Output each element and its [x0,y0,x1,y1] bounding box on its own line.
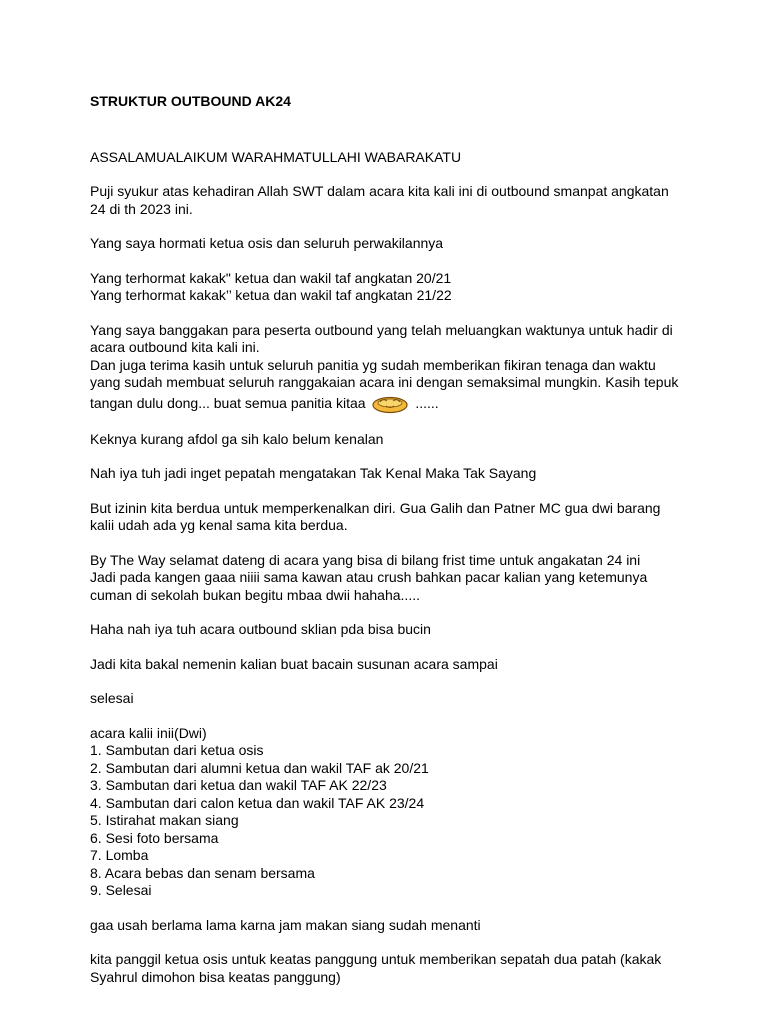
hormati-paragraph: Yang saya hormati ketua osis dan seluruh perwakilannya [90,235,444,251]
greeting-paragraph: ASSALAMUALAIKUM WARAHMATULLAHI WABARAKATU [90,148,462,165]
terhormat-paragraph [90,270,680,305]
agenda-item: 1. Sambutan dari ketua osis [90,742,264,758]
bucin-paragraph: Haha nah iya tuh acara outbound sklian pda bisa bucin [90,621,431,637]
clapping-hands-emoji-icon [371,394,409,414]
panggil-paragraph: kita panggil ketua osis untuk keatas panggung untuk memberikan sepatah dua patah (kakak Syahrul dimohon bisa keatas panggung) [90,951,662,985]
agenda-item: 6. Sesi foto bersama [90,829,219,846]
makan-siang-paragraph: gaa usah berlama lama karna jam makan siang sudah menanti [90,916,481,933]
document-body [90,93,680,1003]
agenda-item: 9. Selesai [90,882,152,898]
document-title: STRUKTUR OUTBOUND AK24 [90,93,291,109]
agenda-item: 7. Lomba [90,847,149,863]
terhormat-line-1: Yang terhormat kakak" ketua dan wakil taf angkatan 20/21 [90,269,452,286]
agenda-heading: acara kalii inii(Dwi) [90,724,207,741]
syukur-paragraph: Puji syukur atas kehadiran Allah SWT dalam acara kita kali ini di outbound smanpat angkatan 24 di th 2023 ini. [90,183,669,217]
tepuk-tangan-ellipsis: ...... [415,394,439,411]
selesai-paragraph: selesai [90,690,134,706]
kenalan-paragraph: Keknya kurang afdol ga sih kalo belum kenalan [90,430,384,447]
nemenin-paragraph: Jadi kita bakal nemenin kalian buat bacain susunan acara sampai [90,655,498,672]
terima-kasih-text: Dan juga terima kasih untuk seluruh panitia yg sudah memberikan fikiran tenaga dan waktu yang sudah membuat seluruh ranggakaian acara ini dengan semaksimal mungkin. Kasih tepuk [90,356,679,390]
btw-paragraph [90,552,680,605]
terhormat-line-2: Yang terhormat kakak’’ ketua dan wakil taf angkatan 21/22 [90,287,452,303]
agenda-item: 8. Acara bebas dan senam bersama [90,864,315,881]
btw-line-1: By The Way selamat dateng di acara yang bisa di bilang frist time untuk angakatan 24 ini [90,551,641,568]
btw-line-2: Jadi pada kangen gaaa niiii sama kawan atau crush bahkan pacar kalian yang ketemunya cuman di sekolah bukan begitu mbaa dwii hahaha..... [90,569,648,603]
banggakan-paragraph [90,322,680,414]
agenda-list [90,742,680,900]
tepuk-tangan-text: tangan dulu dong... buat semua panitia kitaa [90,394,366,411]
agenda-item: 5. Istirahat makan siang [90,812,239,828]
agenda-item: 3. Sambutan dari ketua dan wakil TAF AK 22/23 [90,777,387,793]
agenda-item: 4. Sambutan dari calon ketua dan wakil TAF AK 23/24 [90,794,425,811]
izinin-paragraph: But izinin kita berdua untuk memperkenalkan diri. Gua Galih dan Patner MC gua dwi barang kalii udah ada yg kenal sama kita berdua. [90,499,661,533]
banggakan-text: Yang saya banggakan para peserta outbound yang telah meluangkan waktunya untuk hadir di acara outbound kita kali ini. [90,321,673,355]
agenda-item: 2. Sambutan dari alumni ketua dan wakil TAF ak 20/21 [90,759,429,776]
tepuk-tangan-line [90,392,680,414]
pepatah-paragraph: Nah iya tuh jadi inget pepatah mengatakan Tak Kenal Maka Tak Sayang [90,465,537,481]
